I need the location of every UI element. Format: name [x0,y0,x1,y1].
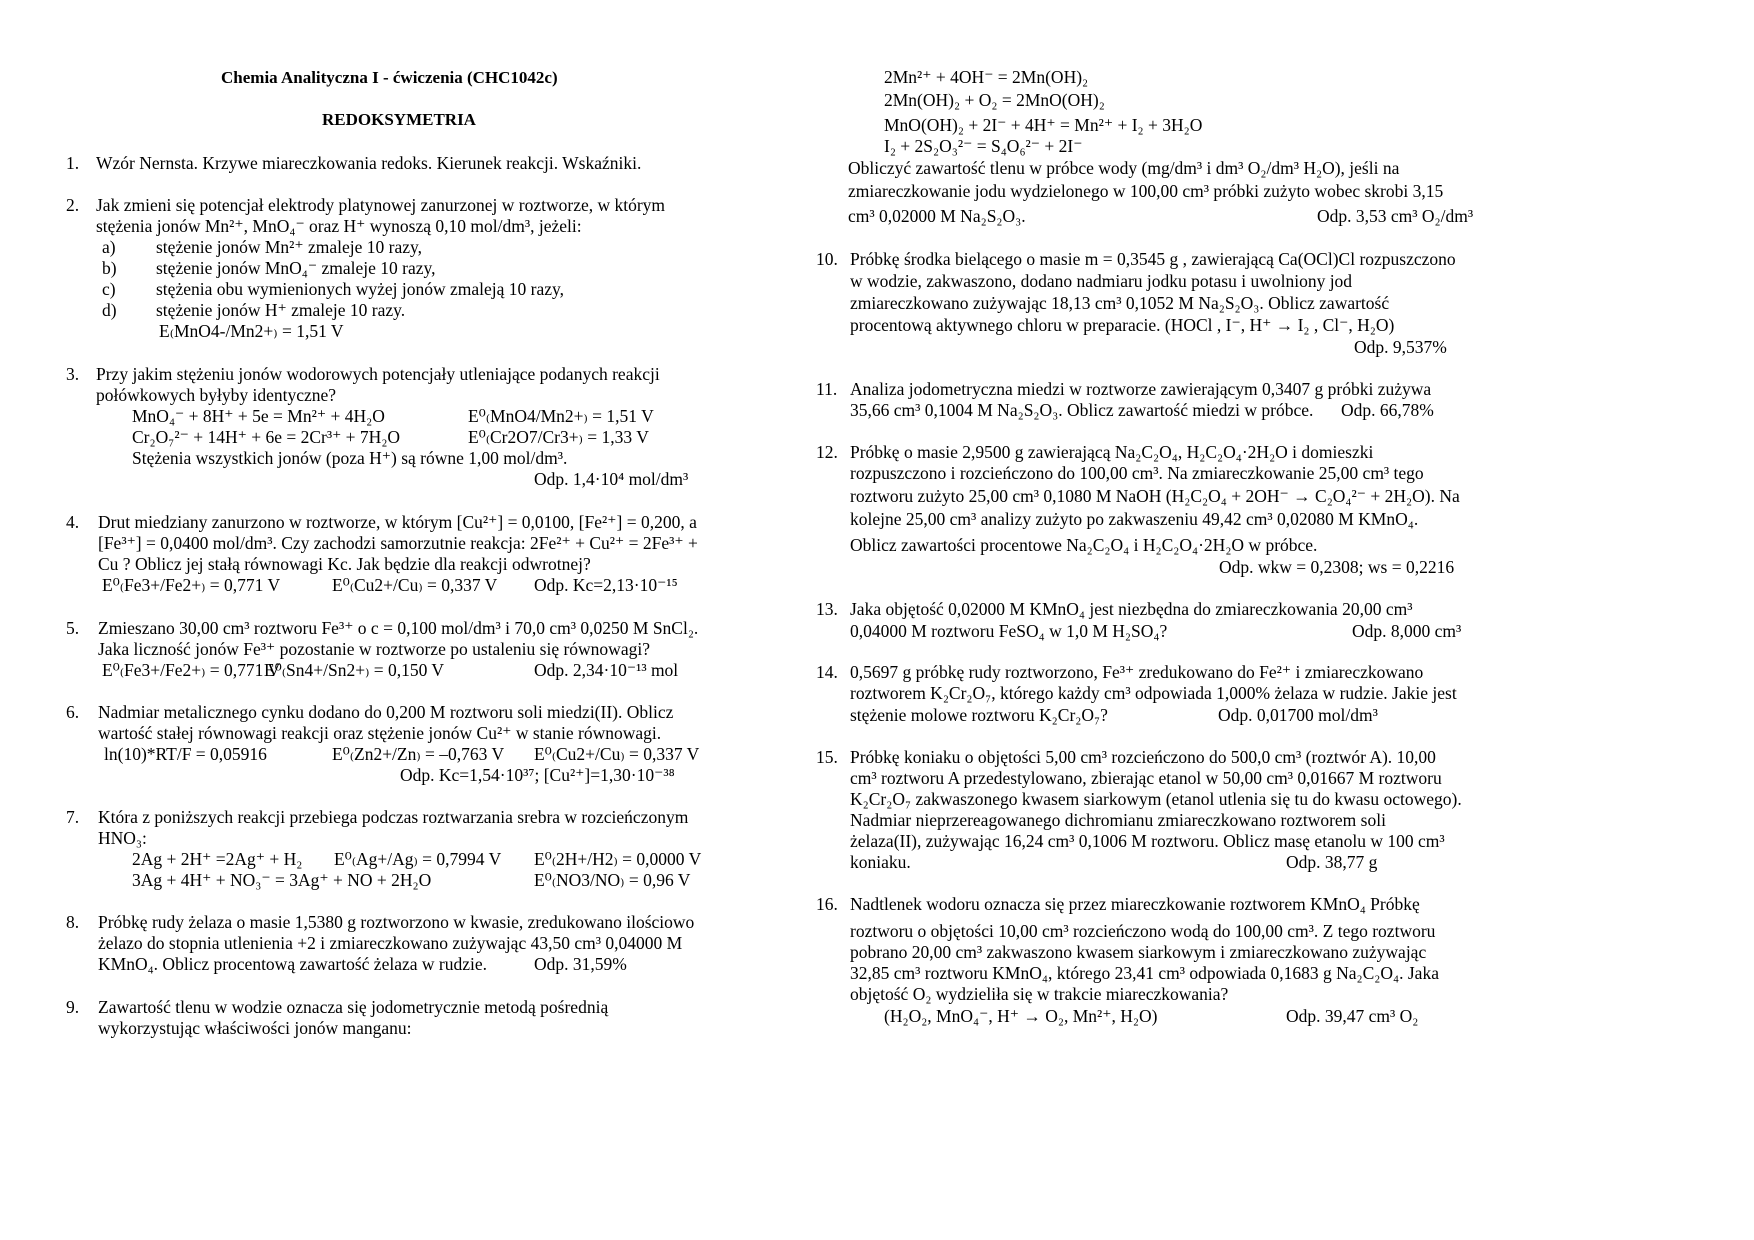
problem-3-line: połówkowych byłyby identyczne? [96,385,337,405]
problem-7-reaction: 3Ag + 4H⁺ + NO₃⁻ = 3Ag⁺ + NO + 2H₂O [132,870,432,890]
problem-4-answer: Odp. Kc=2,13·10⁻¹⁵ [534,575,678,595]
problem-6-line: wartość stałej równowagi reakcji oraz stężenie jonów Cu²⁺ w stanie równowagi. [98,723,662,743]
problem-15-line: Nadmiar nieprzereagowanego dichromianu zmiareczkowano roztworem soli [850,810,1386,830]
problem-2-line: stężenia jonów Mn²⁺, MnO₄⁻ oraz H⁺ wynoszą 0,10 mol/dm³, jeżeli: [96,216,582,236]
problem-10-line: zmiareczkowano zużywając 18,13 cm³ 0,1052 M Na₂S₂O₃. Oblicz zawartość [850,293,1390,313]
problem-7-potential: E⁰₍NO3/NO₎ = 0,96 V [534,870,691,890]
problem-2-option-label: a) [102,237,116,257]
problem-15-line: cm³ roztworu A przedestylowano, zbierając etanol w 50,00 cm³ 0,01667 M roztworu [850,768,1442,788]
problem-3-number: 3. [66,364,80,384]
problem-2-potential: E₍MnO4-/Mn2+₎ = 1,51 V [159,321,344,341]
problem-15-line: K₂Cr₂O₇ zakwaszonego kwasem siarkowym (etanol utlenia się tu do kwasu octowego). [850,789,1462,809]
problem-7-reaction: 2Ag + 2H⁺ =2Ag⁺ + H₂ [132,849,303,869]
problem-14-line: 0,5697 g próbkę rudy roztworzono, Fe³⁺ zredukowano do Fe²⁺ i zmiareczkowano [850,662,1424,682]
problem-3-reaction: MnO₄⁻ + 8H⁺ + 5e = Mn²⁺ + 4H₂O [132,406,385,426]
problem-1-text: Wzór Nernsta. Krzywe miareczkowania redoks. Kierunek reakcji. Wskaźniki. [96,153,642,173]
problem-2-line: Jak zmieni się potencjał elektrody platynowej zanurzonej w roztworze, w którym [96,195,666,215]
problem-12-line: rozpuszczono i rozcieńczono do 100,00 cm³. Na zmiareczkowanie 25,00 cm³ tego [850,463,1424,483]
problem-15-number: 15. [816,747,838,767]
problem-7-potential: E⁰₍2H+/H2₎ = 0,0000 V [534,849,702,869]
problem-13-line: 0,04000 M roztworu FeSO₄ w 1,0 M H₂SO₄? [850,621,1168,641]
problem-16-line: roztworu o objętości 10,00 cm³ rozcieńczono wodą do 100,00 cm³. Z tego roztworu [850,921,1436,941]
problem-11-line: Analiza jodometryczna miedzi w roztworze zawierającym 0,3407 g próbki zużywa [850,379,1432,399]
problem-6-potential: E⁰₍Cu2+/Cu₎ = 0,337 V [534,744,700,764]
problem-10-line: Próbkę środka bielącego o masie m = 0,3545 g , zawierającą Ca(OCl)Cl rozpuszczono [850,249,1456,269]
problem-12-number: 12. [816,442,838,462]
problem-9-line: wykorzystując właściwości jonów manganu: [98,1018,412,1038]
problem-4-number: 4. [66,512,80,532]
problem-5-line: Jaka liczność jonów Fe³⁺ pozostanie w roztworze po ustaleniu się równowagi? [98,639,650,659]
problem-13-number: 13. [816,599,838,619]
problem-10-line: procentową aktywnego chloru w preparacie. (HOCl , I⁻, H⁺ → I₂ , Cl⁻, H₂O) [850,315,1395,335]
problem-9-reaction: I₂ + 2S₂O₃²⁻ = S₄O₆²⁻ + 2I⁻ [884,136,1083,156]
problem-6-answer: Odp. Kc=1,54·10³⁷; [Cu²⁺]=1,30·10⁻³⁸ [400,765,675,785]
problem-14-line: stężenie molowe roztworu K₂Cr₂O₇? [850,705,1108,725]
problem-5-line: Zmieszano 30,00 cm³ roztworu Fe³⁺ o c = 0,100 mol/dm³ i 70,0 cm³ 0,0250 M SnCl₂. [98,618,699,638]
problem-3-answer: Odp. 1,4·10⁴ mol/dm³ [534,469,689,489]
problem-6-number: 6. [66,702,80,722]
problem-6-line: Nadmiar metalicznego cynku dodano do 0,200 M roztworu soli miedzi(II). Oblicz [98,702,674,722]
problem-5-answer: Odp. 2,34·10⁻¹³ mol [534,660,679,680]
problem-4-line: [Fe³⁺] = 0,0400 mol/dm³. Czy zachodzi samorzutnie reakcja: 2Fe²⁺ + Cu²⁺ = 2Fe³⁺ + [98,533,698,553]
problem-14-answer: Odp. 0,01700 mol/dm³ [1218,705,1378,725]
problem-2-option: stężenie jonów H⁺ zmaleje 10 razy. [156,300,406,320]
problem-3-line: Przy jakim stężeniu jonów wodorowych potencjały utleniające podanych reakcji [96,364,660,384]
course-title: Chemia Analityczna I - ćwiczenia (CHC1042c) [221,68,558,87]
problem-2-number: 2. [66,195,80,215]
problem-15-line: Próbkę koniaku o objętości 5,00 cm³ rozcieńczono do 500,0 cm³ (roztwór A). 10,00 [850,747,1436,767]
problem-11-answer: Odp. 66,78% [1341,400,1434,420]
problem-9-answer: Odp. 3,53 cm³ O₂/dm³ [1317,206,1474,226]
problem-16-line: 32,85 cm³ roztworu KMnO₄, którego 23,41 cm³ odpowiada 0,1683 g Na₂C₂O₄. Jaka [850,963,1439,983]
problem-3-potential: E⁰₍Cr2O7/Cr3+₎ = 1,33 V [468,427,649,447]
problem-12-line: Próbkę o masie 2,9500 g zawierającą Na₂C₂O₄, H₂C₂O₄·2H₂O i domieszki [850,442,1374,462]
problem-16-line: pobrano 20,00 cm³ zakwaszono kwasem siarkowym i zmiareczkowano zużywając [850,942,1427,962]
problem-14-line: roztworem K₂Cr₂O₇, którego każdy cm³ odpowiada 1,000% żelaza w rudzie. Jakie jest [850,683,1457,703]
problem-8-line: Próbkę rudy żelaza o masie 1,5380 g roztworzono w kwasie, zredukowano ilościowo [98,912,695,932]
problem-4-line: Cu ? Oblicz jej stałą równowagi Kc. Jak będzie dla reakcji odwrotnej? [98,554,591,574]
problem-5-potential: E⁰₍Fe3+/Fe2+₎ = 0,771 V [102,660,281,680]
problem-15-line: koniaku. [850,852,911,872]
problem-3-potential: E⁰₍MnO4/Mn2+₎ = 1,51 V [468,406,654,426]
problem-10-line: w wodzie, zakwaszono, dodano nadmiaru jodku potasu i uwolniony jod [850,271,1353,291]
problem-12-line: kolejne 25,00 cm³ analizy zużyto po zakwaszeniu 49,42 cm³ 0,02080 M KMnO₄. [850,509,1419,529]
problem-11-number: 11. [816,379,838,399]
problem-3-line: Stężenia wszystkich jonów (poza H⁺) są równe 1,00 mol/dm³. [132,448,568,468]
problem-11-line: 35,66 cm³ 0,1004 M Na₂S₂O₃. Oblicz zawartość miedzi w próbce. [850,400,1314,420]
problem-2-option: stężenia obu wymienionych wyżej jonów zmaleją 10 razy, [156,279,565,299]
problem-12-line: roztworu zużyto 25,00 cm³ 0,1080 M NaOH (H₂C₂O₄ + 2OH⁻ → C₂O₄²⁻ + 2H₂O). Na [850,486,1460,506]
problem-9-reaction: 2Mn²⁺ + 4OH⁻ = 2Mn(OH)₂ [884,67,1089,87]
problem-15-line: żelaza(II), zużywając 16,24 cm³ 0,1006 M roztworu. Oblicz masę etanolu w 100 cm³ [850,831,1445,851]
problem-9-number: 9. [66,997,80,1017]
problem-7-line: Która z poniższych reakcji przebiega podczas roztwarzania srebra w rozcieńczonym [98,807,689,827]
problem-2-option-label: c) [102,279,116,299]
problem-7-number: 7. [66,807,80,827]
problem-12-answer: Odp. wkw = 0,2308; ws = 0,2216 [1219,557,1455,577]
problem-8-line: KMnO₄. Oblicz procentową zawartość żelaza w rudzie. [98,954,487,974]
problem-5-number: 5. [66,618,80,638]
problem-7-line: HNO₃: [98,828,147,848]
problem-7-potential: E⁰₍Ag+/Ag₎ = 0,7994 V [334,849,502,869]
problem-9-line: Zawartość tlenu w wodzie oznacza się jodometrycznie metodą pośrednią [98,997,609,1017]
problem-16-number: 16. [816,894,838,914]
problem-16-reaction: (H₂O₂, MnO₄⁻, H⁺ → O₂, Mn²⁺, H₂O) [884,1006,1158,1026]
problem-2-option: stężenie jonów MnO₄⁻ zmaleje 10 razy, [156,258,436,278]
problem-2-option-label: d) [102,300,117,320]
problem-3-reaction: Cr₂O₇²⁻ + 14H⁺ + 6e = 2Cr³⁺ + 7H₂O [132,427,401,447]
problem-9-reaction: MnO(OH)₂ + 2I⁻ + 4H⁺ = Mn²⁺ + I₂ + 3H₂O [884,115,1203,135]
problem-5-potential: E⁰₍Sn4+/Sn2+₎ = 0,150 V [264,660,445,680]
problem-9-reaction: 2Mn(OH)₂ + O₂ = 2MnO(OH)₂ [884,90,1105,110]
problem-10-answer: Odp. 9,537% [1354,337,1447,357]
problem-6-potential: E⁰₍Zn2+/Zn₎ = –0,763 V [332,744,505,764]
problem-13-answer: Odp. 8,000 cm³ [1352,621,1462,641]
problem-9-line: Obliczyć zawartość tlenu w próbce wody (mg/dm³ i dm³ O₂/dm³ H₂O), jeśli na [848,158,1400,178]
problem-9-line: zmiareczkowanie jodu wydzielonego w 100,00 cm³ próbki zużyto wobec skrobi 3,15 [848,181,1444,201]
problem-6-constant: ln(10)*RT/F = 0,05916 [104,744,267,764]
section-title: REDOKSYMETRIA [322,110,476,129]
problem-8-answer: Odp. 31,59% [534,954,627,974]
problem-15-answer: Odp. 38,77 g [1286,852,1378,872]
problem-4-line: Drut miedziany zanurzono w roztworze, w którym [Cu²⁺] = 0,0100, [Fe²⁺] = 0,200, a [98,512,697,532]
problem-16-line: objętość O₂ wydzieliła się w trakcie miareczkowania? [850,984,1229,1004]
problem-9-line: cm³ 0,02000 M Na₂S₂O₃. [848,206,1026,226]
problem-4-potential: E⁰₍Fe3+/Fe2+₎ = 0,771 V [102,575,281,595]
problem-2-option: stężenie jonów Mn²⁺ zmaleje 10 razy, [156,237,423,257]
problem-2-option-label: b) [102,258,117,278]
problem-10-number: 10. [816,249,838,269]
problem-13-line: Jaka objętość 0,02000 M KMnO₄ jest niezbędna do zmiareczkowania 20,00 cm³ [850,599,1413,619]
problem-16-answer: Odp. 39,47 cm³ O₂ [1286,1006,1419,1026]
problem-4-potential: E⁰₍Cu2+/Cu₎ = 0,337 V [332,575,498,595]
problem-8-line: żelazo do stopnia utlenienia +2 i zmiareczkowano zużywając 43,50 cm³ 0,04000 M [98,933,683,953]
problem-16-line: Nadtlenek wodoru oznacza się przez miareczkowanie roztworem KMnO₄ Próbkę [850,894,1420,914]
problem-1-number: 1. [66,153,80,173]
problem-14-number: 14. [816,662,838,682]
problem-8-number: 8. [66,912,80,932]
problem-12-line: Oblicz zawartości procentowe Na₂C₂O₄ i H₂C₂O₄·2H₂O w próbce. [850,535,1318,555]
